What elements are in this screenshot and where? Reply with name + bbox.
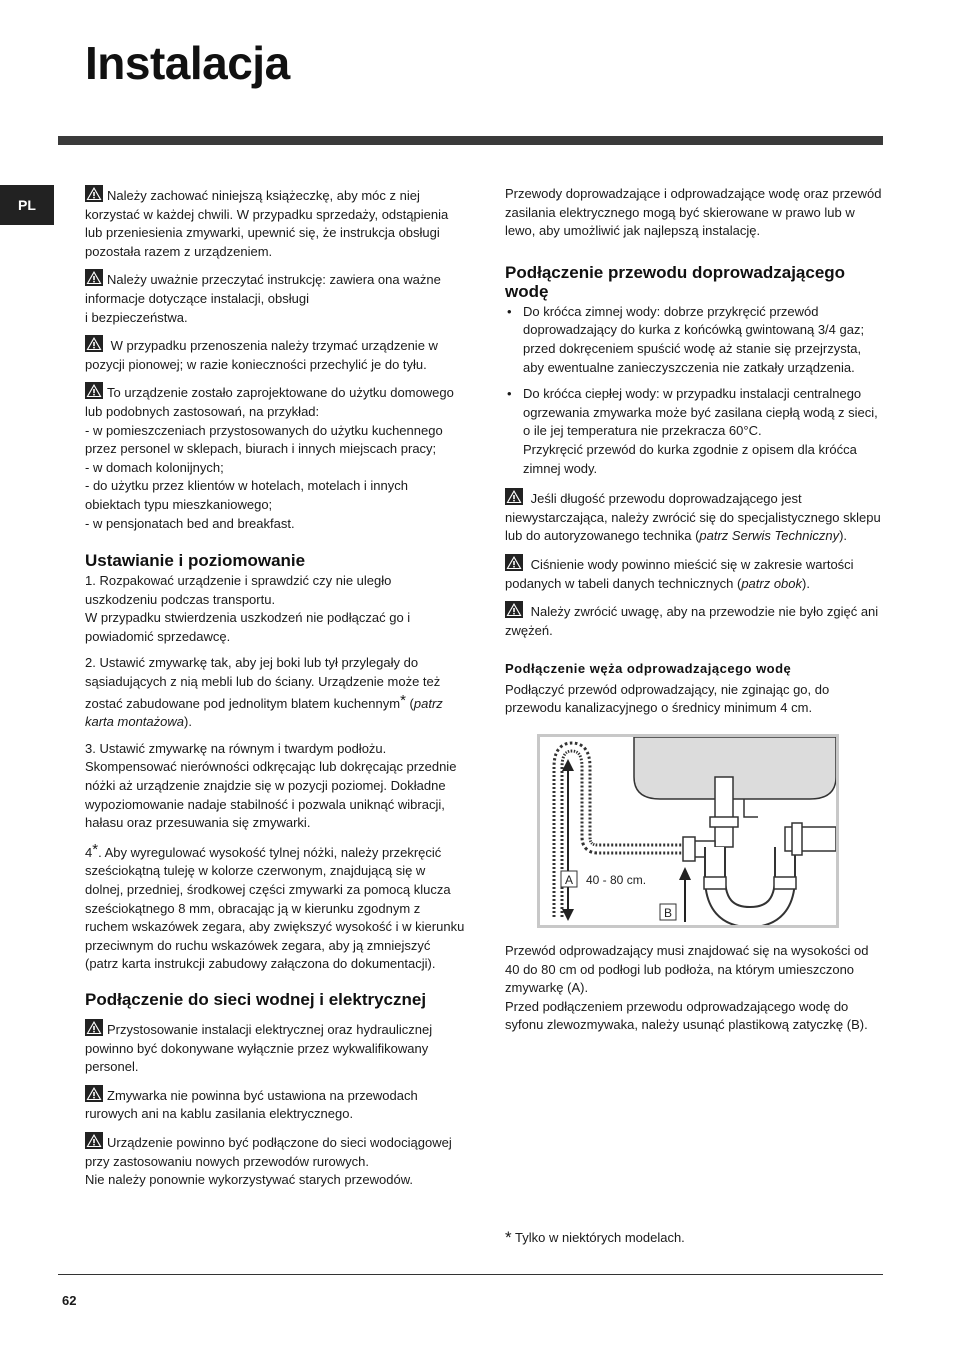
left-column	[85, 185, 465, 1190]
section-heading-drain: Podłączenie węża odprowadzającego wodę	[505, 661, 792, 677]
drain-hose-illustration	[540, 737, 836, 925]
usage-item: - do użytku przez klientów w hotelach, motelach i innych obiektach typu mieszkaniowego;	[85, 478, 408, 512]
leveling-step-1: 1. Rozpakować urządzenie i sprawdzić czy nie uległo uszkodzeniu podczas transportu. W przypadku stwierdzenia uszkodzeń nie podłączać go i powiadomić sprzedawcę.	[85, 573, 411, 644]
drain-hose-diagram	[537, 734, 839, 928]
list-item: • Do króćca ciepłej wody: w przypadku instalacji centralnego ogrzewania zmywarka może być zasilana ciepłą wodą z sieci, o ile jej temperatura nie przekracza 60°C. Przykręcić przewód do kurka zgodnie z opisem dla króćca zimnej wody.	[505, 385, 883, 478]
intro-paragraph-3: W przypadku przenoszenia należy trzymać urządzenie w pozycji pionowej; w razie konieczności przechylić je do tyłu.	[85, 335, 465, 374]
drain-paragraph-1: Podłączyć przewód odprowadzający, nie zginając go, do przewodu kanalizacyjnego o średnicy minimum 4 cm.	[505, 681, 830, 716]
connection-warning-3: Urządzenie powinno być podłączone do sieci wodociągowej przy zastosowaniu nowych przewodów rurowych. Nie należy ponownie wykorzystywać starych przewodów.	[85, 1132, 465, 1190]
page-title: Instalacja	[85, 37, 290, 89]
footnote: * Tylko w niektórych modelach.	[505, 1228, 685, 1247]
intro-paragraph-2: Należy uważnie przeczytać instrukcję: zawiera ona ważne informacje dotyczące instalacji, obsługi	[85, 269, 465, 308]
leveling-step-2: 2. Ustawić zmywarkę tak, aby jej boki lub tył przylegały do sąsiadujących z nią mebli lub do ściany. Urządzenie może też zostać zabudowane pod jednolitym blatem kuchennym* (patrz karta montażowa).	[85, 655, 443, 730]
warning-icon	[85, 1019, 103, 1036]
footnote-star: *	[400, 691, 406, 709]
page-number: 62	[62, 1293, 77, 1308]
leveling-step-4: 4*. Aby wyregulować wysokość tylnej nóżki, należy przekręcić sześciokątną tuleję w kolorze czerwonym, znajdującą się w dolnej, przedniej, środkowej części zmywarki za pomocą klucza sześciokątnego 8 mm, obracając ją w kierunku zgodnym z ruchem wskazówek zegara, aby zwiększyć wysokość i w kierunku przeciwnym do ruchu wskazówek zegara, aby ją zmniejszyć (patrz karta instrukcji zabudowy załączona do dokumentacji).	[85, 840, 465, 972]
supply-warning-2: Ciśnienie wody powinno mieścić się w zakresie wartości podanych w tabeli danych technicznych (patrz obok).	[505, 554, 883, 593]
warning-icon	[85, 269, 103, 286]
usage-item: - w domach kolonijnych;	[85, 459, 224, 475]
diagram-label-a: A	[564, 873, 574, 888]
right-column	[505, 185, 883, 1035]
intro-paragraph-4: To urządzenie zostało zaprojektowane do użytku domowego lub podobnych zastosowań, na przykład: - w pomieszczeniach przystosowanych do użytku kuchennego przez personel w sklepach, biurach i innych miejscach pracy; - w domach kolonijnych; - do użytku przez klientów w hotelach, motelach i innych obiektach typu mieszkaniowego; - w pensjonatach bed and breakfast.	[85, 382, 465, 533]
top-divider	[58, 136, 883, 145]
warning-icon	[505, 488, 523, 505]
intro-paragraph-1: Należy zachować niniejszą książeczkę, aby móc z niej korzystać w każdej chwili. W przypadku sprzedaży, odstąpienia lub przeniesienia zmywarki, upewnić się, że instrukcja obsługi pozostała razem z urządzeniem.	[85, 185, 465, 261]
warning-icon	[85, 185, 103, 202]
section-heading-supply: Podłączenie przewodu doprowadzającego wodę	[505, 262, 846, 301]
bottom-divider	[58, 1274, 883, 1275]
drain-paragraph-2: Przewód odprowadzający musi znajdować się na wysokości od 40 do 80 cm od podłogi lub podłoża, na którym umieszczono zmywarkę (A). Przed podłączeniem przewodu odprowadzającego wodę do syfonu zlewozmywaka, należy usunąć plastikową zatyczkę (B).	[505, 943, 869, 1033]
warning-icon	[85, 382, 103, 399]
supply-warning-3: Należy zwrócić uwagę, aby na przewodzie nie było zgięć ani zwężeń.	[505, 601, 883, 640]
footnote-star: *	[505, 1228, 512, 1247]
leveling-step-3: 3. Ustawić zmywarkę na równym i twardym podłożu. Skompensować nierówności odkręcając lub dokręcając przednie nóżki aż urządzenie znajdzie się w pozycji poziomej. Dokładne wypoziomowanie nadaje stabilność i pozwala uniknąć wibracji, hałasu oraz przesuwania się zmywarki.	[85, 740, 457, 831]
warning-icon	[85, 335, 103, 352]
section-heading-connection: Podłączenie do sieci wodnej i elektrycznej	[85, 989, 427, 1009]
connection-warning-1: Przystosowanie instalacji elektrycznej oraz hydraulicznej powinno być dokonywane wyłącznie przez wykwalifikowany personel.	[85, 1019, 465, 1077]
usage-item: - w pomieszczeniach przystosowanych do użytku kuchennego przez personel w sklepach, biurach i innych miejscach pracy;	[85, 422, 443, 457]
diagram-label-b: B	[663, 906, 673, 921]
connection-warning-2: Zmywarka nie powinna być ustawiona na przewodach rurowych ani na kablu zasilania elektrycznego.	[85, 1085, 465, 1124]
list-item: • Do króćca zimnej wody: dobrze przykręcić przewód doprowadzający do kurka z końcówką gwintowaną 3/4 gaz; przed dokręceniem spuścić wodę aż stanie się przejrzysta, aby ewentualne zanieczyszczenia nie zatkały urządzenia.	[505, 303, 883, 377]
intro-paragraph-2b: i bezpieczeństwa.	[85, 309, 188, 325]
warning-icon	[505, 601, 523, 618]
warning-icon	[85, 1085, 103, 1102]
warning-icon	[505, 554, 523, 571]
diagram-height-label: 40 - 80 cm.	[586, 873, 647, 888]
language-tab: PL	[0, 185, 54, 225]
supply-list	[505, 303, 883, 478]
routing-paragraph: Przewody doprowadzające i odprowadzające wodę oraz przewód zasilania elektrycznego mogą być skierowane w prawo lub w lewo, aby umożliwić jak najlepszą instalację.	[505, 186, 882, 239]
footnote-star: *	[92, 840, 99, 858]
usage-item: - w pensjonatach bed and breakfast.	[85, 515, 295, 531]
section-heading-leveling: Ustawianie i poziomowanie	[85, 551, 306, 571]
supply-warning-1: Jeśli długość przewodu doprowadzającego jest niewystarczająca, należy zwrócić się do specjalistycznego sklepu lub do autoryzowanego technika (patrz Serwis Techniczny).	[505, 488, 883, 546]
warning-icon	[85, 1132, 103, 1149]
